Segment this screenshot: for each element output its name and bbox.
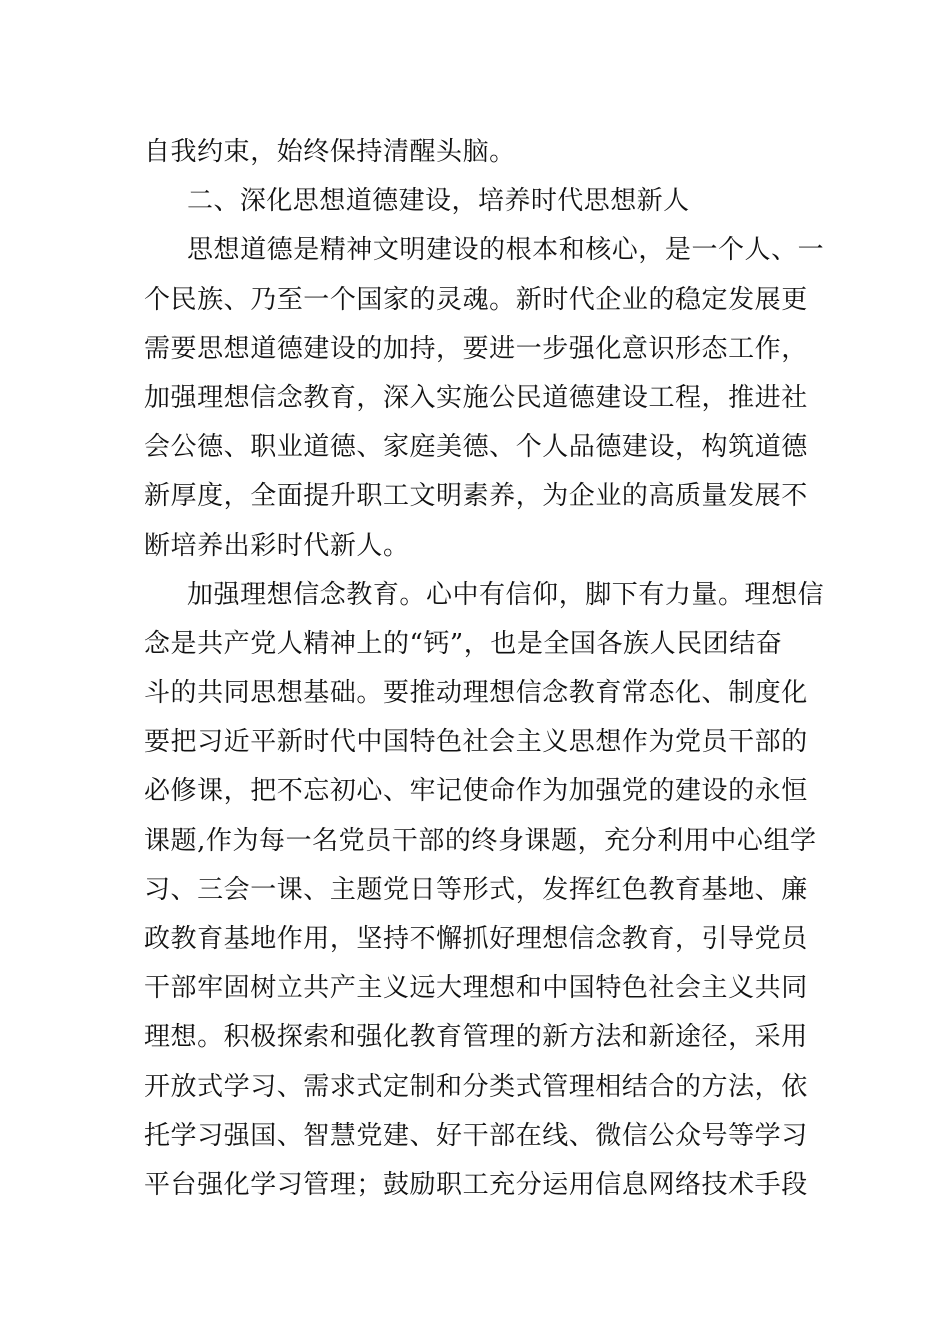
paragraph-line: 会公德、职业道德、家庭美德、个人品德建设，构筑道德 [144,432,808,463]
paragraph-line: 平台强化学习管理；鼓励职工充分运用信息网络技术手段 [144,1169,808,1200]
paragraph-line: 托学习强国、智慧党建、好干部在线、微信公众号等学习 [144,1120,808,1151]
paragraph-line: 习、三会一课、主题党日等形式，发挥红色教育基地、廉 [144,874,808,905]
paragraph-line: 斗的共同思想基础。要推动理想信念教育常态化、制度化 [144,678,808,709]
paragraph-line: 理想。积极探索和强化教育管理的新方法和新途径，采用 [144,1022,808,1053]
section-heading: 二、深化思想道德建设，培养时代思想新人 [187,186,690,217]
paragraph-line: 课题,作为每一名党员干部的终身课题，充分利用中心组学 [144,825,817,856]
paragraph-line: 政教育基地作用，坚持不懈抓好理想信念教育，引导党员 [144,924,808,954]
paragraph-line: 要把习近平新时代中国特色社会主义思想作为党员干部的 [144,727,808,758]
paragraph-line: 思想道德是精神文明建设的根本和核心，是一个人、一 [187,235,825,266]
paragraph-line: 必修课，把不忘初心、牢记使命作为加强党的建设的永恒 [144,776,808,807]
paragraph-line: 自我约束，始终保持清醒头脑。 [144,137,516,167]
paragraph-line: 新厚度，全面提升职工文明素养，为企业的高质量发展不 [144,481,808,512]
paragraph-line: 加强理想信念教育。心中有信仰，脚下有力量。理想信 [187,579,825,610]
paragraph-line: 需要思想道德建设的加持，要进一步强化意识形态工作， [144,333,808,364]
paragraph-line: 断培养出彩时代新人。 [144,530,410,561]
document-body [144,128,825,1210]
paragraph-line: 个民族、乃至一个国家的灵魂。新时代企业的稳定发展更 [144,284,808,315]
paragraph-line: 念是共产党人精神上的“钙”，也是全国各族人民团结奋 [144,628,783,659]
paragraph-line: 干部牢固树立共产主义远大理想和中国特色社会主义共同 [144,973,808,1004]
paragraph-line: 开放式学习、需求式定制和分类式管理相结合的方法，依 [144,1071,808,1102]
paragraph-line: 加强理想信念教育，深入实施公民道德建设工程，推进社 [144,382,808,413]
